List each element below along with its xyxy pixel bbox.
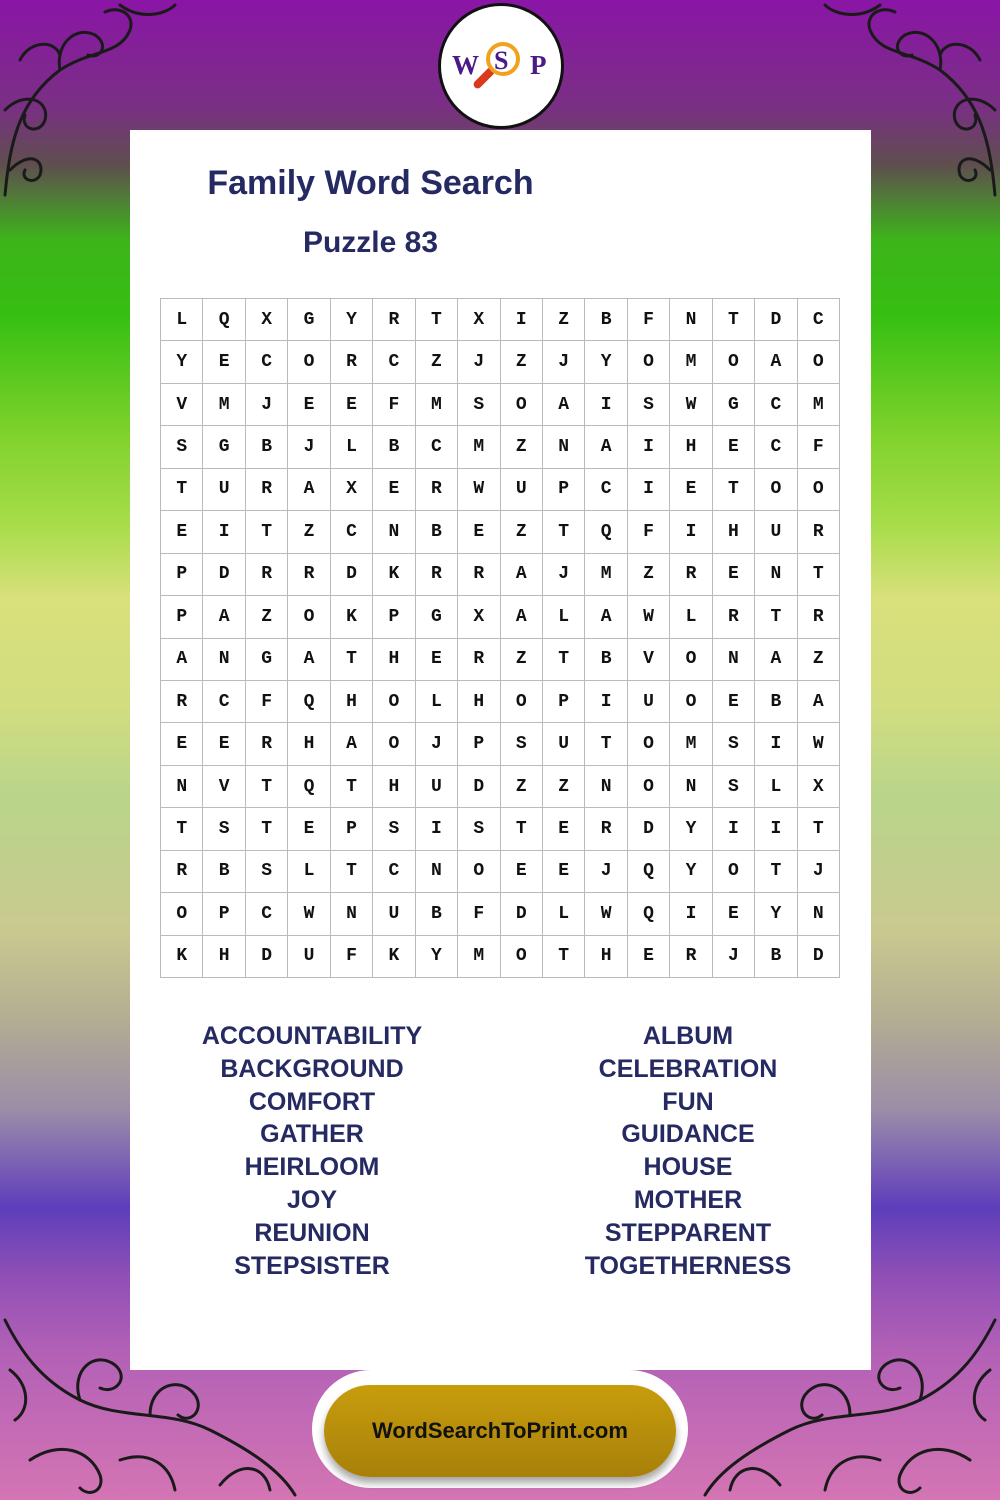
grid-cell[interactable]: A — [288, 639, 330, 681]
grid-cell[interactable]: B — [416, 511, 458, 553]
grid-cell[interactable]: S — [713, 766, 755, 808]
grid-cell[interactable]: T — [543, 639, 585, 681]
grid-cell[interactable]: O — [713, 341, 755, 383]
grid-cell[interactable]: H — [373, 639, 415, 681]
grid-cell[interactable]: L — [161, 299, 203, 341]
grid-cell[interactable]: X — [246, 299, 288, 341]
grid-cell[interactable]: M — [203, 384, 245, 426]
word-list-left — [152, 1020, 472, 1282]
grid-cell[interactable]: D — [458, 766, 500, 808]
grid-cell[interactable]: U — [288, 936, 330, 978]
grid-cell[interactable]: N — [416, 851, 458, 893]
grid-cell[interactable]: A — [501, 554, 543, 596]
grid-cell[interactable]: I — [670, 511, 712, 553]
grid-cell[interactable]: C — [755, 384, 797, 426]
grid-cell[interactable]: E — [373, 469, 415, 511]
grid-cell[interactable]: U — [416, 766, 458, 808]
logo-letter-w: W — [452, 50, 479, 80]
word-list-item: REUNION — [254, 1218, 370, 1247]
grid-cell[interactable]: U — [628, 681, 670, 723]
grid-cell[interactable]: O — [288, 341, 330, 383]
grid-cell[interactable]: O — [288, 596, 330, 638]
grid-cell[interactable]: S — [373, 808, 415, 850]
grid-cell[interactable]: T — [798, 554, 840, 596]
grid-cell[interactable]: R — [670, 554, 712, 596]
grid-cell[interactable]: S — [246, 851, 288, 893]
grid-cell[interactable]: C — [798, 299, 840, 341]
grid-cell[interactable]: P — [203, 893, 245, 935]
grid-cell[interactable]: S — [203, 808, 245, 850]
word-list-item: HOUSE — [643, 1153, 733, 1182]
grid-cell[interactable]: C — [373, 851, 415, 893]
grid-cell[interactable]: N — [585, 766, 627, 808]
grid-cell[interactable]: N — [373, 511, 415, 553]
word-list-item: CELEBRATION — [598, 1054, 778, 1083]
grid-cell[interactable]: E — [543, 808, 585, 850]
grid-cell[interactable]: N — [755, 554, 797, 596]
grid-cell[interactable]: E — [713, 426, 755, 468]
grid-cell[interactable]: F — [628, 511, 670, 553]
grid-cell[interactable]: C — [585, 469, 627, 511]
word-list-item: BACKGROUND — [220, 1054, 404, 1083]
grid-cell[interactable]: F — [246, 681, 288, 723]
grid-cell[interactable]: J — [246, 384, 288, 426]
grid-cell[interactable]: N — [670, 299, 712, 341]
grid-cell[interactable]: R — [331, 341, 373, 383]
grid-cell[interactable]: G — [288, 299, 330, 341]
grid-cell[interactable]: F — [798, 426, 840, 468]
grid-cell[interactable]: L — [543, 893, 585, 935]
grid-cell[interactable]: R — [458, 639, 500, 681]
grid-cell[interactable]: H — [331, 681, 373, 723]
grid-cell[interactable]: I — [585, 681, 627, 723]
grid-cell[interactable]: M — [458, 936, 500, 978]
grid-cell[interactable]: P — [543, 681, 585, 723]
grid-cell[interactable]: T — [713, 299, 755, 341]
grid-cell[interactable]: S — [713, 723, 755, 765]
grid-cell[interactable]: B — [203, 851, 245, 893]
grid-cell[interactable]: E — [161, 723, 203, 765]
grid-cell[interactable]: O — [373, 723, 415, 765]
grid-cell[interactable]: H — [373, 766, 415, 808]
grid-cell[interactable]: F — [458, 893, 500, 935]
grid-cell[interactable]: F — [628, 299, 670, 341]
grid-cell[interactable]: S — [161, 426, 203, 468]
grid-cell[interactable]: J — [288, 426, 330, 468]
grid-cell[interactable]: L — [288, 851, 330, 893]
grid-cell[interactable]: C — [246, 341, 288, 383]
word-list-item: HEIRLOOM — [244, 1153, 380, 1182]
grid-cell[interactable]: X — [458, 596, 500, 638]
grid-cell[interactable]: T — [543, 936, 585, 978]
grid-cell[interactable]: E — [713, 681, 755, 723]
grid-cell[interactable]: R — [713, 596, 755, 638]
grid-cell[interactable]: Z — [543, 299, 585, 341]
grid-cell[interactable]: O — [501, 384, 543, 426]
grid-cell[interactable]: L — [543, 596, 585, 638]
grid-cell[interactable]: W — [288, 893, 330, 935]
word-list-right — [528, 1020, 848, 1282]
grid-cell[interactable]: N — [331, 893, 373, 935]
grid-cell[interactable]: Y — [670, 851, 712, 893]
grid-cell[interactable]: Z — [501, 639, 543, 681]
grid-cell[interactable]: B — [585, 639, 627, 681]
grid-cell[interactable]: N — [161, 766, 203, 808]
grid-cell[interactable]: A — [203, 596, 245, 638]
grid-cell[interactable]: K — [331, 596, 373, 638]
grid-cell[interactable]: O — [628, 766, 670, 808]
grid-cell[interactable]: E — [288, 808, 330, 850]
grid-cell[interactable]: E — [203, 723, 245, 765]
grid-cell[interactable]: T — [416, 299, 458, 341]
grid-cell[interactable]: D — [628, 808, 670, 850]
grid-cell[interactable]: X — [798, 766, 840, 808]
grid-cell[interactable]: I — [203, 511, 245, 553]
grid-cell[interactable]: L — [331, 426, 373, 468]
grid-cell[interactable]: Q — [628, 851, 670, 893]
grid-cell[interactable]: J — [543, 341, 585, 383]
grid-cell[interactable]: D — [331, 554, 373, 596]
grid-cell[interactable]: R — [458, 554, 500, 596]
grid-cell[interactable]: A — [543, 384, 585, 426]
grid-cell[interactable]: M — [416, 384, 458, 426]
grid-cell[interactable]: C — [416, 426, 458, 468]
grid-cell[interactable]: V — [628, 639, 670, 681]
grid-cell[interactable]: I — [628, 469, 670, 511]
grid-cell[interactable]: D — [246, 936, 288, 978]
word-list-item: ALBUM — [642, 1022, 734, 1050]
grid-cell[interactable]: I — [628, 426, 670, 468]
grid-cell[interactable]: I — [755, 723, 797, 765]
word-list-item: ACCOUNTABILITY — [201, 1022, 423, 1050]
grid-cell[interactable]: S — [501, 723, 543, 765]
grid-cell[interactable]: J — [713, 936, 755, 978]
grid-cell[interactable]: A — [501, 596, 543, 638]
logo-letter-s: S — [494, 46, 509, 75]
grid-cell[interactable]: Z — [501, 426, 543, 468]
grid-cell[interactable]: H — [288, 723, 330, 765]
grid-cell[interactable]: S — [458, 384, 500, 426]
grid-cell[interactable]: Z — [501, 766, 543, 808]
grid-cell[interactable]: L — [670, 596, 712, 638]
puzzle-title: Family Word Search — [207, 164, 534, 202]
grid-cell[interactable]: V — [161, 384, 203, 426]
grid-cell[interactable]: Q — [585, 511, 627, 553]
grid-cell[interactable]: T — [755, 851, 797, 893]
word-list-item: MOTHER — [633, 1185, 743, 1214]
grid-cell[interactable]: M — [458, 426, 500, 468]
grid-cell[interactable]: B — [755, 936, 797, 978]
grid-cell[interactable]: J — [585, 851, 627, 893]
grid-cell[interactable]: C — [331, 511, 373, 553]
grid-cell[interactable]: Y — [416, 936, 458, 978]
grid-cell[interactable]: Y — [755, 893, 797, 935]
letter-grid — [160, 298, 840, 978]
grid-cell[interactable]: P — [161, 596, 203, 638]
grid-cell[interactable]: B — [755, 681, 797, 723]
grid-cell[interactable]: X — [458, 299, 500, 341]
grid-cell[interactable]: A — [798, 681, 840, 723]
grid-cell[interactable]: Y — [585, 341, 627, 383]
grid-cell[interactable]: R — [798, 511, 840, 553]
grid-cell[interactable]: T — [246, 808, 288, 850]
word-list-item: COMFORT — [248, 1087, 376, 1116]
grid-cell[interactable]: N — [203, 639, 245, 681]
grid-cell[interactable]: A — [585, 426, 627, 468]
grid-cell[interactable]: Q — [288, 681, 330, 723]
grid-cell[interactable]: P — [331, 808, 373, 850]
grid-cell[interactable]: M — [798, 384, 840, 426]
grid-cell[interactable]: R — [246, 554, 288, 596]
grid-cell[interactable]: E — [458, 511, 500, 553]
puzzle-number: Puzzle 83 — [302, 226, 439, 259]
grid-cell[interactable]: Z — [416, 341, 458, 383]
grid-cell[interactable]: Y — [670, 808, 712, 850]
grid-cell[interactable]: Y — [331, 299, 373, 341]
grid-cell[interactable]: A — [755, 639, 797, 681]
grid-cell[interactable]: Z — [246, 596, 288, 638]
grid-cell[interactable]: O — [628, 341, 670, 383]
grid-cell[interactable]: V — [203, 766, 245, 808]
grid-cell[interactable]: Z — [501, 511, 543, 553]
word-list-item: STEPPARENT — [604, 1218, 772, 1247]
grid-cell[interactable]: F — [331, 936, 373, 978]
grid-cell[interactable]: Z — [798, 639, 840, 681]
grid-cell[interactable]: E — [543, 851, 585, 893]
word-list-item: JOY — [286, 1185, 338, 1214]
grid-cell[interactable]: D — [501, 893, 543, 935]
grid-cell[interactable]: U — [203, 469, 245, 511]
grid-cell[interactable]: P — [373, 596, 415, 638]
grid-cell[interactable]: R — [246, 469, 288, 511]
grid-cell[interactable]: B — [373, 426, 415, 468]
grid-cell[interactable]: F — [373, 384, 415, 426]
grid-cell[interactable]: R — [416, 469, 458, 511]
grid-cell[interactable]: T — [331, 851, 373, 893]
grid-cell[interactable]: J — [416, 723, 458, 765]
grid-cell[interactable]: R — [161, 851, 203, 893]
word-list-item: GUIDANCE — [621, 1120, 755, 1149]
grid-cell[interactable]: T — [755, 596, 797, 638]
grid-cell[interactable]: D — [798, 936, 840, 978]
grid-cell[interactable]: C — [203, 681, 245, 723]
grid-cell[interactable]: G — [416, 596, 458, 638]
grid-cell[interactable]: K — [373, 936, 415, 978]
grid-cell[interactable]: O — [798, 341, 840, 383]
grid-cell[interactable]: K — [161, 936, 203, 978]
word-list-item: STEPSISTER — [234, 1251, 390, 1280]
grid-cell[interactable]: E — [713, 893, 755, 935]
grid-cell[interactable]: E — [288, 384, 330, 426]
grid-cell[interactable]: K — [373, 554, 415, 596]
grid-cell[interactable]: U — [373, 893, 415, 935]
grid-cell[interactable]: A — [161, 639, 203, 681]
grid-cell[interactable]: J — [543, 554, 585, 596]
grid-cell[interactable]: O — [798, 469, 840, 511]
site-logo[interactable] — [438, 3, 564, 129]
grid-cell[interactable]: O — [713, 851, 755, 893]
grid-cell[interactable]: E — [501, 851, 543, 893]
grid-cell[interactable]: E — [331, 384, 373, 426]
grid-cell[interactable]: W — [458, 469, 500, 511]
grid-cell[interactable]: I — [755, 808, 797, 850]
grid-cell[interactable]: J — [798, 851, 840, 893]
grid-cell[interactable]: T — [246, 766, 288, 808]
grid-cell[interactable]: R — [373, 299, 415, 341]
grid-cell[interactable]: Z — [501, 341, 543, 383]
grid-cell[interactable]: R — [246, 723, 288, 765]
grid-cell[interactable]: S — [458, 808, 500, 850]
grid-cell[interactable]: W — [798, 723, 840, 765]
grid-cell[interactable]: S — [628, 384, 670, 426]
grid-cell[interactable]: R — [161, 681, 203, 723]
grid-cell[interactable]: U — [501, 469, 543, 511]
grid-cell[interactable]: H — [458, 681, 500, 723]
grid-cell[interactable]: G — [203, 426, 245, 468]
grid-cell[interactable]: E — [161, 511, 203, 553]
grid-cell[interactable]: I — [501, 299, 543, 341]
grid-cell[interactable]: E — [416, 639, 458, 681]
logo-letter-p: P — [530, 50, 547, 80]
grid-cell[interactable]: B — [416, 893, 458, 935]
grid-cell[interactable]: A — [585, 596, 627, 638]
grid-cell[interactable]: R — [798, 596, 840, 638]
grid-cell[interactable]: E — [628, 936, 670, 978]
grid-cell[interactable]: T — [331, 766, 373, 808]
grid-cell[interactable]: A — [288, 469, 330, 511]
grid-cell[interactable]: T — [161, 808, 203, 850]
grid-cell[interactable]: I — [416, 808, 458, 850]
grid-cell[interactable]: Q — [288, 766, 330, 808]
grid-cell[interactable]: D — [203, 554, 245, 596]
word-list-item: GATHER — [260, 1120, 364, 1149]
grid-cell[interactable]: L — [755, 766, 797, 808]
grid-cell[interactable]: I — [713, 808, 755, 850]
grid-cell[interactable]: C — [246, 893, 288, 935]
grid-cell[interactable]: I — [585, 384, 627, 426]
grid-cell[interactable]: W — [670, 384, 712, 426]
word-list-item: FUN — [662, 1087, 714, 1116]
grid-cell[interactable]: O — [501, 936, 543, 978]
grid-cell[interactable]: N — [670, 766, 712, 808]
grid-cell[interactable]: R — [670, 936, 712, 978]
grid-cell[interactable]: N — [798, 893, 840, 935]
grid-cell[interactable]: T — [713, 469, 755, 511]
grid-cell[interactable]: H — [585, 936, 627, 978]
grid-cell[interactable]: O — [501, 681, 543, 723]
grid-cell[interactable]: P — [458, 723, 500, 765]
grid-cell[interactable]: O — [161, 893, 203, 935]
grid-cell[interactable]: E — [713, 554, 755, 596]
grid-cell[interactable]: H — [670, 426, 712, 468]
grid-cell[interactable]: E — [203, 341, 245, 383]
grid-cell[interactable]: O — [458, 851, 500, 893]
grid-cell[interactable]: O — [670, 681, 712, 723]
grid-cell[interactable]: T — [501, 808, 543, 850]
grid-cell[interactable]: I — [670, 893, 712, 935]
grid-cell[interactable]: M — [670, 341, 712, 383]
word-list-item: TOGETHERNESS — [584, 1251, 792, 1280]
grid-cell[interactable]: G — [713, 384, 755, 426]
grid-cell[interactable]: O — [755, 469, 797, 511]
grid-cell[interactable]: T — [585, 723, 627, 765]
grid-cell[interactable]: M — [585, 554, 627, 596]
grid-cell[interactable]: Q — [628, 893, 670, 935]
grid-cell[interactable]: B — [585, 299, 627, 341]
grid-cell[interactable]: X — [331, 469, 373, 511]
grid-cell[interactable]: Z — [543, 766, 585, 808]
grid-cell[interactable]: E — [670, 469, 712, 511]
grid-cell[interactable]: D — [755, 299, 797, 341]
grid-cell[interactable]: R — [585, 808, 627, 850]
grid-cell[interactable]: Q — [203, 299, 245, 341]
grid-cell[interactable]: O — [670, 639, 712, 681]
grid-cell[interactable]: O — [628, 723, 670, 765]
grid-cell[interactable]: T — [331, 639, 373, 681]
grid-cell[interactable]: O — [373, 681, 415, 723]
grid-cell[interactable]: L — [416, 681, 458, 723]
grid-cell[interactable]: R — [416, 554, 458, 596]
grid-cell[interactable]: P — [543, 469, 585, 511]
grid-cell[interactable]: C — [373, 341, 415, 383]
grid-cell[interactable]: J — [458, 341, 500, 383]
grid-cell[interactable]: Z — [288, 511, 330, 553]
grid-cell[interactable]: Z — [628, 554, 670, 596]
grid-cell[interactable]: Y — [161, 341, 203, 383]
grid-cell[interactable]: U — [755, 511, 797, 553]
grid-cell[interactable]: A — [755, 341, 797, 383]
grid-cell[interactable]: A — [331, 723, 373, 765]
grid-cell[interactable]: T — [798, 808, 840, 850]
grid-cell[interactable]: H — [203, 936, 245, 978]
grid-cell[interactable]: W — [585, 893, 627, 935]
grid-cell[interactable]: H — [713, 511, 755, 553]
grid-cell[interactable]: T — [161, 469, 203, 511]
grid-cell[interactable]: C — [755, 426, 797, 468]
site-url[interactable]: WordSearchToPrint.com — [372, 1418, 628, 1443]
grid-cell[interactable]: M — [670, 723, 712, 765]
grid-cell[interactable]: B — [246, 426, 288, 468]
grid-cell[interactable]: N — [543, 426, 585, 468]
grid-cell[interactable]: N — [713, 639, 755, 681]
grid-cell[interactable]: U — [543, 723, 585, 765]
grid-cell[interactable]: T — [246, 511, 288, 553]
grid-cell[interactable]: R — [288, 554, 330, 596]
grid-cell[interactable]: T — [543, 511, 585, 553]
grid-cell[interactable]: G — [246, 639, 288, 681]
grid-cell[interactable]: W — [628, 596, 670, 638]
site-badge[interactable] — [324, 1385, 676, 1477]
grid-cell[interactable]: P — [161, 554, 203, 596]
